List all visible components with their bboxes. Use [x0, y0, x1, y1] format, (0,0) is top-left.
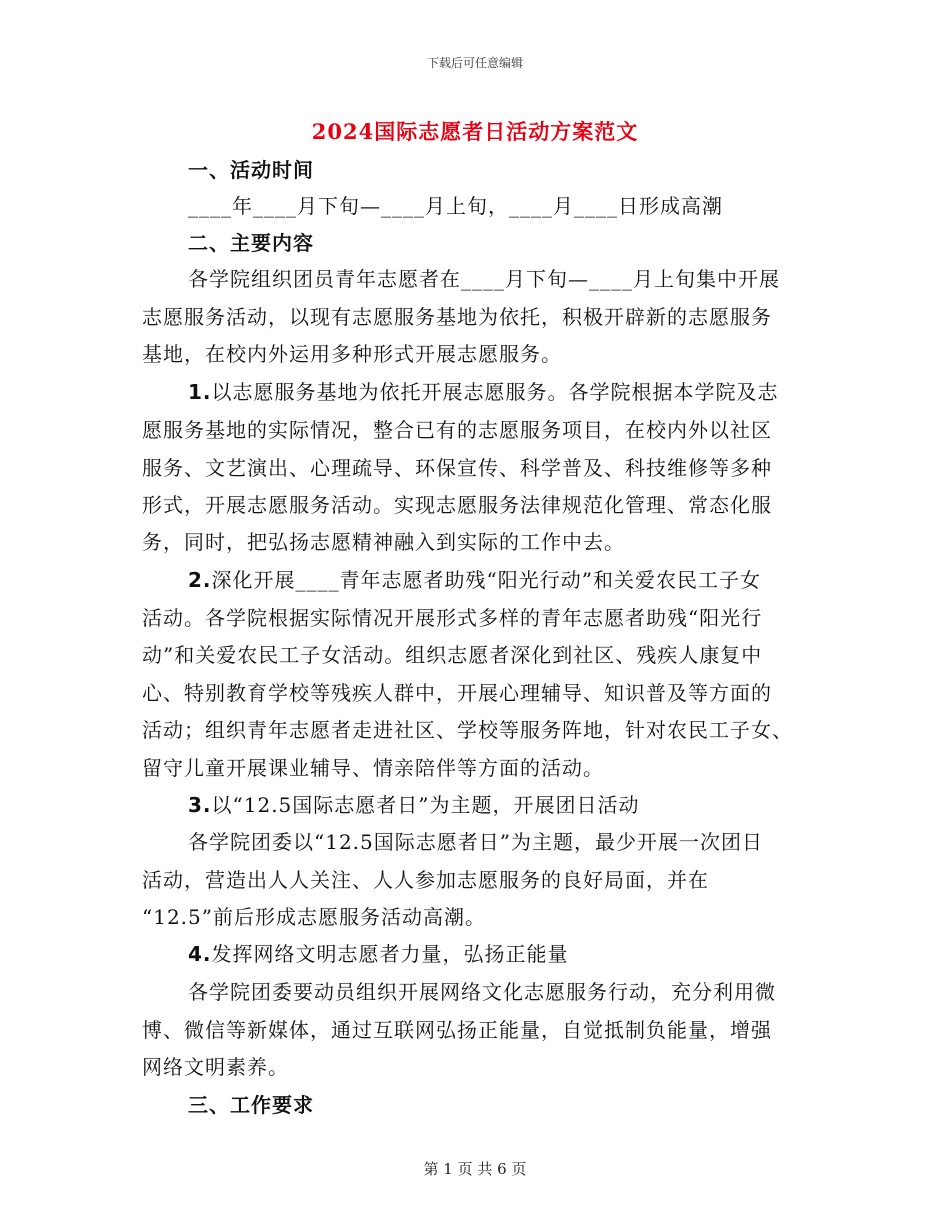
paragraph-line — [142, 980, 868, 1004]
page-footer: 第 1 页 共 6 页 — [423, 1160, 527, 1178]
line-text: ____年____月下旬—____月上旬，____月____日形成高潮 — [188, 194, 723, 218]
line-text: 三、工作要求 — [188, 1093, 314, 1117]
line-text: 心、特别教育学校等残疾人群中，开展心理辅导、知识普及等方面的 — [142, 681, 772, 705]
list-number: 1. — [188, 380, 212, 404]
paragraph-line — [142, 756, 822, 780]
paragraph-line — [142, 194, 868, 218]
paragraph-line — [142, 681, 822, 705]
list-number: 4. — [188, 942, 212, 966]
paragraph-line — [142, 305, 822, 329]
line-text: 以志愿服务基地为依托开展志愿服务。各学院根据本学院及志 — [211, 380, 779, 404]
paragraph-line — [142, 793, 868, 817]
paragraph-line — [142, 342, 822, 366]
paragraph-line — [142, 830, 868, 854]
line-text: 活动。各学院根据实际情况开展形式多样的青年志愿者助残“阳光行 — [142, 606, 763, 630]
section-heading — [142, 158, 868, 182]
line-text: 服务、文艺演出、心理疏导、环保宣传、科学普及、科技维修等多种 — [142, 456, 772, 480]
page-header: 下载后可任意编辑 — [426, 56, 523, 70]
paragraph-line — [142, 456, 822, 480]
list-number: 2. — [188, 568, 212, 592]
paragraph-line — [142, 493, 822, 517]
line-text: 博、微信等新媒体，通过互联网弘扬正能量，自觉抵制负能量，增强 — [142, 1018, 772, 1042]
section-heading — [142, 1093, 868, 1117]
line-text: 各学院团委以“12.5国际志愿者日”为主题，最少开展一次团日 — [188, 830, 763, 854]
line-text: 愿服务基地的实际情况，整合已有的志愿服务项目，在校内外以社区 — [142, 418, 772, 442]
document-title: 2024国际志愿者日活动方案范文 — [311, 119, 639, 144]
paragraph-line — [142, 942, 868, 966]
line-text: 网络文明素养。 — [142, 1055, 289, 1079]
line-text: 一、活动时间 — [188, 158, 314, 182]
line-text: 形式，开展志愿服务活动。实现志愿服务法律规范化管理、常态化服 — [142, 493, 772, 517]
paragraph-line — [142, 905, 822, 929]
line-text: 以“12.5国际志愿者日”为主题，开展团日活动 — [211, 793, 640, 817]
line-text: 志愿服务活动，以现有志愿服务基地为依托，积极开辟新的志愿服务 — [142, 305, 772, 329]
paragraph-line — [142, 1055, 822, 1079]
line-text: 务，同时，把弘扬志愿精神融入到实际的工作中去。 — [142, 530, 625, 554]
paragraph-line — [142, 568, 868, 592]
line-text: 活动，营造出人人关注、人人参加志愿服务的良好局面，并在 — [142, 868, 709, 892]
line-text: 各学院团委要动员组织开展网络文化志愿服务行动，充分利用微 — [188, 980, 776, 1004]
paragraph-line — [142, 267, 868, 291]
line-text: 活动；组织青年志愿者走进社区、学校等服务阵地，针对农民工子女、 — [142, 718, 793, 742]
line-text: 基地，在校内外运用多种形式开展志愿服务。 — [142, 342, 562, 366]
paragraph-line — [142, 718, 822, 742]
line-text: “12.5”前后形成志愿服务活动高潮。 — [142, 905, 486, 929]
line-text: 发挥网络文明志愿者力量，弘扬正能量 — [211, 942, 569, 966]
line-text: 留守儿童开展课业辅导、情亲陪伴等方面的活动。 — [142, 756, 604, 780]
paragraph-line — [142, 380, 868, 404]
paragraph-line — [142, 606, 822, 630]
line-text: 深化开展____青年志愿者助残“阳光行动”和关爱农民工子女 — [211, 568, 761, 592]
section-heading — [142, 231, 868, 255]
list-number: 3. — [188, 793, 212, 817]
paragraph-line — [142, 418, 822, 442]
paragraph-line — [142, 1018, 822, 1042]
paragraph-line — [142, 530, 822, 554]
paragraph-line — [142, 868, 822, 892]
line-text: 二、主要内容 — [188, 231, 314, 255]
line-text: 动”和关爱农民工子女活动。组织志愿者深化到社区、残疾人康复中 — [142, 643, 763, 667]
line-text: 各学院组织团员青年志愿者在____月下旬—____月上旬集中开展 — [188, 267, 780, 291]
paragraph-line — [142, 643, 822, 667]
